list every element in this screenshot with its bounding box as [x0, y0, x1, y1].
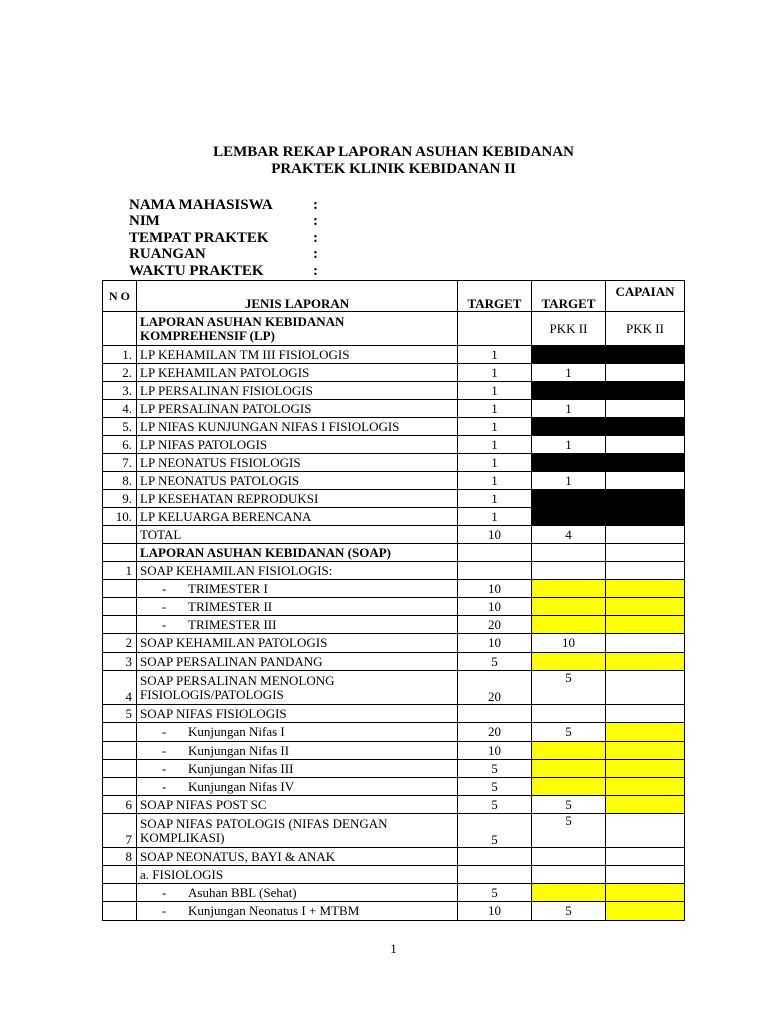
row-jenis [137, 742, 458, 760]
row-pkk: 1 [532, 472, 606, 490]
identity-waktu [129, 263, 318, 279]
row-target: 20 [458, 723, 532, 742]
table-row [103, 436, 685, 454]
row-jenis: LP PERSALINAN PATOLOGIS [137, 400, 458, 418]
row-jenis [137, 616, 458, 634]
row-pkk: 5 [532, 902, 606, 921]
row-pkk-highlight [532, 616, 606, 634]
row-capaian-highlight [606, 616, 685, 634]
identity-colon: : [313, 263, 318, 279]
row-jenis: a. FISIOLOGIS [137, 866, 458, 884]
row-pkk: 1 [532, 400, 606, 418]
row-target: 10 [458, 742, 532, 760]
row-no: 5. [103, 418, 137, 436]
row-target [458, 866, 532, 884]
table-row [103, 418, 685, 436]
dash-bullet: - [162, 742, 167, 758]
row-no [103, 598, 137, 616]
row-target [458, 848, 532, 866]
identity-colon: : [313, 230, 318, 246]
row-target [458, 705, 532, 723]
row-capaian-highlight [606, 760, 685, 778]
row-no [103, 866, 137, 884]
identity-nim [129, 213, 318, 229]
document-subtitle: PRAKTEK KLINIK KEBIDANAN II [271, 161, 516, 177]
row-jenis-text: Kunjungan Nifas I [188, 724, 285, 739]
row-target: 10 [458, 634, 532, 653]
row-pkk-blacked [532, 508, 606, 526]
row-capaian-highlight [606, 580, 685, 598]
row-pkk-highlight [532, 598, 606, 616]
pkk-capaian-label: PKK II [606, 312, 685, 346]
row-capaian-blacked [606, 346, 685, 364]
row-no: 4. [103, 400, 137, 418]
table-row [103, 490, 685, 508]
row-jenis [137, 884, 458, 902]
row-jenis-text: TRIMESTER I [188, 580, 268, 596]
table-row [103, 902, 685, 921]
row-no [103, 742, 137, 760]
dash-bullet: - [162, 778, 167, 794]
row-jenis: LP NEONATUS FISIOLOGIS [137, 454, 458, 472]
table-row [103, 472, 685, 490]
row-target: 1 [458, 346, 532, 364]
table-row [103, 742, 685, 760]
row-capaian-highlight [606, 723, 685, 742]
row-no: 1. [103, 346, 137, 364]
row-capaian [606, 848, 685, 866]
identity-label: NIM [129, 213, 160, 229]
row-pkk: 1 [532, 364, 606, 382]
row-capaian [606, 562, 685, 580]
table-row [103, 760, 685, 778]
row-pkk-blacked [532, 490, 606, 508]
row-capaian-highlight [606, 742, 685, 760]
dash-bullet: - [162, 580, 167, 596]
table-row [103, 705, 685, 723]
table-row [103, 848, 685, 866]
row-target: 1 [458, 364, 532, 382]
row-jenis-line1: SOAP PERSALINAN MENOLONG [140, 672, 335, 688]
document-title: LEMBAR REKAP LAPORAN ASUHAN KEBIDANAN [213, 144, 574, 160]
row-pkk-highlight [532, 653, 606, 671]
cell-empty [458, 312, 532, 346]
row-target: 5 [458, 653, 532, 671]
row-target: 5 [458, 778, 532, 796]
table-row [103, 454, 685, 472]
table-row [103, 884, 685, 902]
row-jenis [137, 580, 458, 598]
row-capaian-highlight [606, 598, 685, 616]
row-pkk-highlight [532, 742, 606, 760]
row-capaian-blacked [606, 508, 685, 526]
row-capaian-blacked [606, 418, 685, 436]
row-capaian-blacked [606, 490, 685, 508]
cell-empty [606, 526, 685, 544]
row-no: 6. [103, 436, 137, 454]
row-jenis-text: TRIMESTER II [188, 598, 273, 614]
row-capaian [606, 814, 685, 848]
table-row [103, 562, 685, 580]
row-target: 1 [458, 418, 532, 436]
row-target: 1 [458, 490, 532, 508]
row-no: 8 [103, 848, 137, 866]
row-no: 10. [103, 508, 137, 526]
row-target: 1 [458, 436, 532, 454]
dash-bullet: - [162, 598, 167, 614]
row-capaian-highlight [606, 653, 685, 671]
row-pkk: 5 [532, 723, 606, 742]
identity-label: TEMPAT PRAKTEK [129, 230, 269, 246]
row-no: 7. [103, 454, 137, 472]
table-row [103, 616, 685, 634]
row-no [103, 778, 137, 796]
row-capaian [606, 400, 685, 418]
row-no: 6 [103, 796, 137, 814]
header-jenis: JENIS LAPORAN [137, 281, 458, 312]
row-jenis-text: Kunjungan Nifas III [188, 760, 294, 776]
row-no [103, 902, 137, 921]
table-row [103, 346, 685, 364]
row-jenis-text: Kunjungan Nifas II [188, 742, 290, 758]
total-row [103, 526, 685, 544]
row-capaian-blacked [606, 454, 685, 472]
row-target: 5 [458, 760, 532, 778]
row-jenis [137, 760, 458, 778]
row-no [103, 580, 137, 598]
row-pkk-blacked [532, 454, 606, 472]
identity-tempat [129, 230, 318, 246]
row-no: 8. [103, 472, 137, 490]
row-target: 10 [458, 598, 532, 616]
row-target: 5 [458, 814, 532, 848]
row-pkk [532, 562, 606, 580]
row-pkk [532, 705, 606, 723]
cell-empty [103, 526, 137, 544]
total-target: 10 [458, 526, 532, 544]
dash-bullet: - [162, 884, 167, 900]
section-soap-row [103, 544, 685, 562]
row-no: 1 [103, 562, 137, 580]
row-jenis [137, 778, 458, 796]
section-lp-title: LAPORAN ASUHAN KEBIDANAN KOMPREHENSIF (LP) [137, 312, 458, 346]
dash-bullet: - [162, 724, 167, 739]
row-jenis: LP NEONATUS PATOLOGIS [137, 472, 458, 490]
row-jenis-line2: KOMPLIKASI) [140, 829, 225, 845]
row-no: 3 [103, 653, 137, 671]
row-no [103, 616, 137, 634]
row-capaian-blacked [606, 382, 685, 400]
table-row [103, 508, 685, 526]
row-pkk: 1 [532, 436, 606, 454]
row-jenis: LP NIFAS KUNJUNGAN NIFAS I FISIOLOGIS [137, 418, 458, 436]
row-jenis-line2: FISIOLOGIS/PATOLOGIS [140, 686, 284, 702]
table-header-row [103, 281, 685, 312]
row-target: 5 [458, 796, 532, 814]
row-jenis: LP NIFAS PATOLOGIS [137, 436, 458, 454]
table-row [103, 796, 685, 814]
row-capaian [606, 634, 685, 653]
identity-label: WAKTU PRAKTEK [129, 263, 264, 279]
table-row [103, 723, 685, 742]
row-no: 3. [103, 382, 137, 400]
table-row [103, 580, 685, 598]
row-no: 5 [103, 705, 137, 723]
row-no [103, 760, 137, 778]
total-label: TOTAL [137, 526, 458, 544]
table-row [103, 778, 685, 796]
row-capaian [606, 671, 685, 705]
row-capaian [606, 472, 685, 490]
identity-colon: : [313, 246, 318, 262]
row-jenis: SOAP NEONATUS, BAYI & ANAK [137, 848, 458, 866]
cell-empty [532, 544, 606, 562]
row-capaian [606, 436, 685, 454]
row-pkk: 5 [532, 671, 606, 705]
row-capaian-highlight [606, 902, 685, 921]
row-capaian-highlight [606, 884, 685, 902]
row-pkk-blacked [532, 418, 606, 436]
row-target: 1 [458, 508, 532, 526]
identity-label: NAMA MAHASISWA [129, 197, 273, 213]
row-jenis: SOAP NIFAS POST SC [137, 796, 458, 814]
row-capaian [606, 364, 685, 382]
row-jenis-text: Kunjungan Neonatus I + MTBM [188, 903, 360, 918]
row-pkk-highlight [532, 778, 606, 796]
total-pkk: 4 [532, 526, 606, 544]
row-no [103, 723, 137, 742]
table-row [103, 671, 685, 705]
row-jenis [137, 814, 458, 848]
row-jenis: SOAP KEHAMILAN FISIOLOGIS: [137, 562, 458, 580]
cell-empty [458, 544, 532, 562]
row-pkk-highlight [532, 760, 606, 778]
table-row [103, 400, 685, 418]
row-pkk-blacked [532, 346, 606, 364]
row-no: 7 [103, 814, 137, 848]
row-pkk: 5 [532, 796, 606, 814]
dash-bullet: - [162, 903, 167, 918]
header-no: N O [103, 281, 137, 312]
row-jenis [137, 902, 458, 921]
identity-nama [129, 197, 318, 213]
row-jenis: SOAP PERSALINAN PANDANG [137, 653, 458, 671]
row-target: 1 [458, 400, 532, 418]
header-target: TARGET [458, 281, 532, 312]
row-jenis [137, 671, 458, 705]
row-jenis: SOAP NIFAS FISIOLOGIS [137, 705, 458, 723]
header-capaian: CAPAIAN [606, 281, 685, 312]
page-number: 1 [390, 941, 397, 956]
row-target: 20 [458, 671, 532, 705]
row-target: 20 [458, 616, 532, 634]
row-jenis: LP KEHAMILAN PATOLOGIS [137, 364, 458, 382]
row-jenis-text: TRIMESTER III [188, 616, 277, 632]
row-jenis-text: Asuhan BBL (Sehat) [188, 884, 297, 900]
row-target: 1 [458, 454, 532, 472]
dash-bullet: - [162, 616, 167, 632]
row-pkk [532, 866, 606, 884]
row-jenis [137, 598, 458, 616]
row-jenis: LP KEHAMILAN TM III FISIOLOGIS [137, 346, 458, 364]
identity-colon: : [313, 213, 318, 229]
row-jenis: SOAP KEHAMILAN PATOLOGIS [137, 634, 458, 653]
row-no: 9. [103, 490, 137, 508]
dash-bullet: - [162, 760, 167, 776]
section-lp-row [103, 312, 685, 346]
row-no: 4 [103, 671, 137, 705]
row-capaian-highlight [606, 796, 685, 814]
cell-empty [606, 544, 685, 562]
row-target: 10 [458, 580, 532, 598]
table-row [103, 634, 685, 653]
pkk-target-label: PKK II [532, 312, 606, 346]
row-target: 5 [458, 884, 532, 902]
table-row [103, 598, 685, 616]
identity-colon: : [313, 197, 318, 213]
row-pkk-blacked [532, 382, 606, 400]
row-jenis [137, 723, 458, 742]
cell-empty [103, 312, 137, 346]
row-capaian-highlight [606, 778, 685, 796]
row-no [103, 884, 137, 902]
row-pkk-highlight [532, 580, 606, 598]
row-pkk [532, 848, 606, 866]
header-target-pkk: TARGET [532, 281, 606, 312]
row-pkk: 10 [532, 634, 606, 653]
row-jenis: LP PERSALINAN FISIOLOGIS [137, 382, 458, 400]
row-target [458, 562, 532, 580]
row-target: 1 [458, 382, 532, 400]
table-row [103, 866, 685, 884]
row-jenis: LP KESEHATAN REPRODUKSI [137, 490, 458, 508]
row-pkk-highlight [532, 884, 606, 902]
identity-label: RUANGAN [129, 246, 206, 262]
report-table [102, 280, 685, 921]
row-jenis: LP KELUARGA BERENCANA [137, 508, 458, 526]
row-capaian [606, 705, 685, 723]
table-row [103, 364, 685, 382]
table-row [103, 653, 685, 671]
row-target: 1 [458, 472, 532, 490]
row-no: 2. [103, 364, 137, 382]
section-soap-title: LAPORAN ASUHAN KEBIDANAN (SOAP) [137, 544, 458, 562]
row-target: 10 [458, 902, 532, 921]
row-pkk: 5 [532, 814, 606, 848]
table-row [103, 382, 685, 400]
row-jenis-text: Kunjungan Nifas IV [188, 778, 295, 794]
table-row [103, 814, 685, 848]
row-capaian [606, 866, 685, 884]
cell-empty [103, 544, 137, 562]
row-no: 2 [103, 634, 137, 653]
row-jenis-line1: SOAP NIFAS PATOLOGIS (NIFAS DENGAN [140, 815, 388, 831]
identity-ruangan [129, 246, 318, 262]
